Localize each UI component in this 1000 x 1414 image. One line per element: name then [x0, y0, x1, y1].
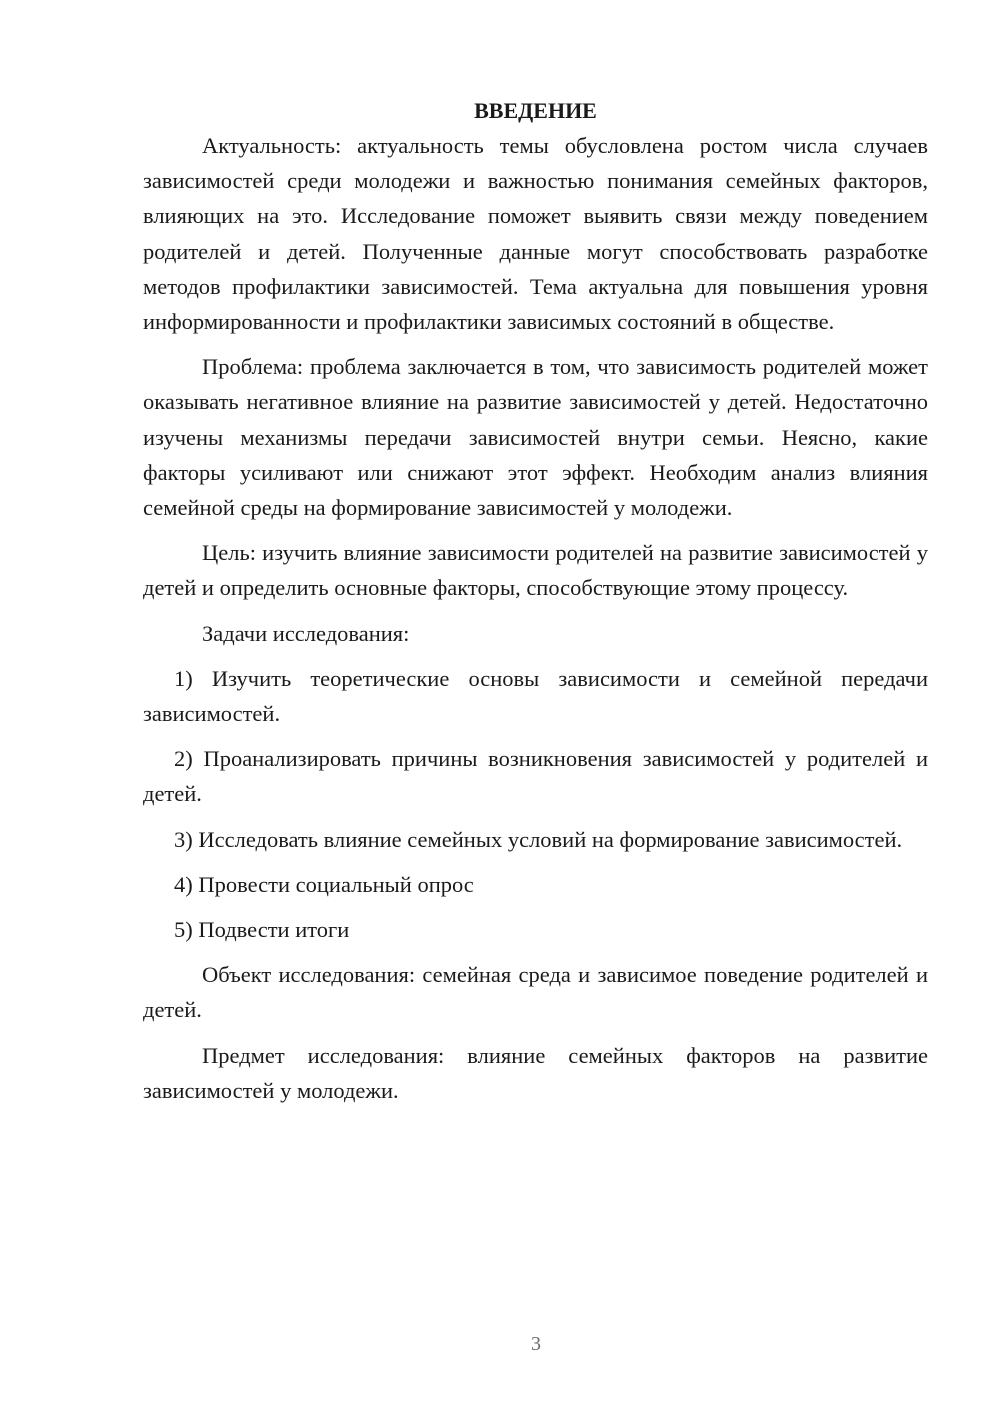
paragraph-problem: Проблема: проблема заключается в том, что зависимость родителей может оказывать негативное влияние на развитие зависимостей у детей. Недостаточно изучены механизмы передачи зависимостей внутри семьи. Неясно, какие факторы усиливают или снижают этот эффект. Необходим анализ влияния семейной среды на формирование зависимостей у молодежи.	[143, 354, 928, 521]
task-item-5: 5) Подвести итоги	[174, 917, 350, 943]
paragraph-object: Объект исследования: семейная среда и зависимое поведение родителей и детей.	[143, 962, 928, 1023]
paragraph-subject: Предмет исследования: влияние семейных факторов на развитие зависимостей у молодежи.	[143, 1042, 928, 1103]
paragraph-goal: Цель: изучить влияние зависимости родителей на развитие зависимостей у детей и определить основные факторы, способствующие этому процессу.	[143, 540, 928, 601]
task-item-2: 2) Проанализировать причины возникновения зависимостей у родителей и детей.	[143, 746, 928, 807]
document-page	[143, 93, 928, 1118]
section-title: ВВЕДЕНИЕ	[474, 98, 597, 123]
task-item-3: 3) Исследовать влияние семейных условий на формирование зависимостей.	[174, 826, 903, 852]
page-number: 3	[531, 1333, 541, 1355]
paragraph-relevance: Актуальность: актуальность темы обусловлена ростом числа случаев зависимостей среди молодежи и важностью понимания семейных факторов, влияющих на это. Исследование поможет выявить связи между поведением родителей и детей. Полученные данные могут способствовать разработке методов профилактики зависимостей. Тема актуальна для повышения уровня информированности и профилактики зависимых состояний в обществе.	[143, 133, 928, 335]
task-item-1: 1) Изучить теоретические основы зависимости и семейной передачи зависимостей.	[143, 665, 928, 727]
tasks-heading: Задачи исследования:	[202, 620, 410, 646]
task-item-4: 4) Провести социальный опрос	[174, 871, 474, 897]
